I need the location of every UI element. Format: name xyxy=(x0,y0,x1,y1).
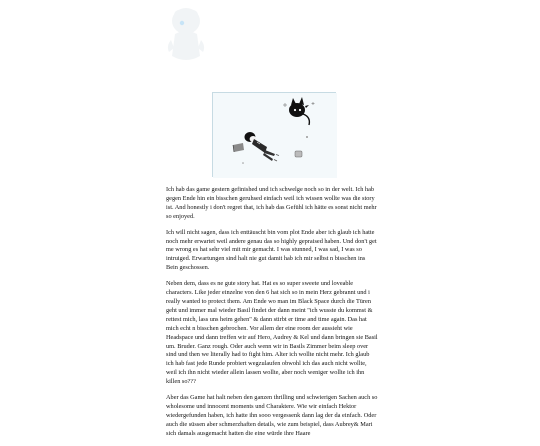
ghost-avatar-icon xyxy=(163,4,209,66)
article-paragraph: Neben dem, dass es ne gute story hat. Hat es so super sweete und loveable characters. Like jeder einzelne von den 6 hat sich so in mein Herz gebrannt und i really wanted to protect them. Am Ende wo man im Black Space durch die Türen geht und immer mal wieder Basil findet der dann meint "ich wusste du kommst & rettest mich, lass uns heim gehen" & dann stirbt er time and time again. Das hat mich echt n bisschen gebrochen. Vor allem der eine room der aussieht wie Headspace und dann treffen wir auf Hero, Audrey & Kel und dann bringen sie Basil um. Bruder. Ganz rough. Oder auch wenn wir in Basils Zimmer beim sleep over sind und then we literally had to fight him. Alter ich wollte nicht mehr. Ich glaub ich hab fast jede Runde probiert wegzulaufen obwohl ich das auch nicht wollte, weil ich ihn nicht wieder allein lassen wollte, aber noch weniger wollte ich ihn killen so??? xyxy=(166,280,378,386)
article-illustration xyxy=(212,92,336,177)
floating-item-icon xyxy=(295,151,302,157)
article-paragraph: Aber das Game hat halt neben den ganzen thrilling und schwierigen Sachen auch so wholesome und innocent moments und Charaktere. Wie wir einfach Hektor wiedergefunden haben, ich hatte ihn sooo vergessenk dann lag der da einfach. Oder auch die süssen aber schmerzhaften details, wie zum beispiel, dass Aubrey& Mari sich damals ausgemacht hatten die eine würde ihre Haare xyxy=(166,394,378,437)
avatar xyxy=(163,4,209,66)
omori-illustration-image xyxy=(213,93,337,178)
article-body xyxy=(166,186,378,446)
article-paragraph: Ich hab das game gestern gefinished und ich schwelge noch so in der welt. Ich hab gegen Ende hin ein bisschen geruhsed einfach weil ich wissen wollte was die story ist. And honestly i don't regret that, ich hab das Gefühl ich hätte es sonst nicht mehr so enjoyed. xyxy=(166,186,377,220)
article-paragraph: Ich will nicht sagen, dass ich enttäuscht bin vom plot Ende aber ich glaub ich hatte noch mehr erwartet weil andere genau das so highly gepraised haben. Und don't get me wrong es hat sehr viel mit mir gemacht. I was stunned, I was sad, I was so intruiged. Erwartungen sind halt nie gut damit hab ich mir selbst n bisschen ins Bein geschossen. xyxy=(166,228,377,272)
